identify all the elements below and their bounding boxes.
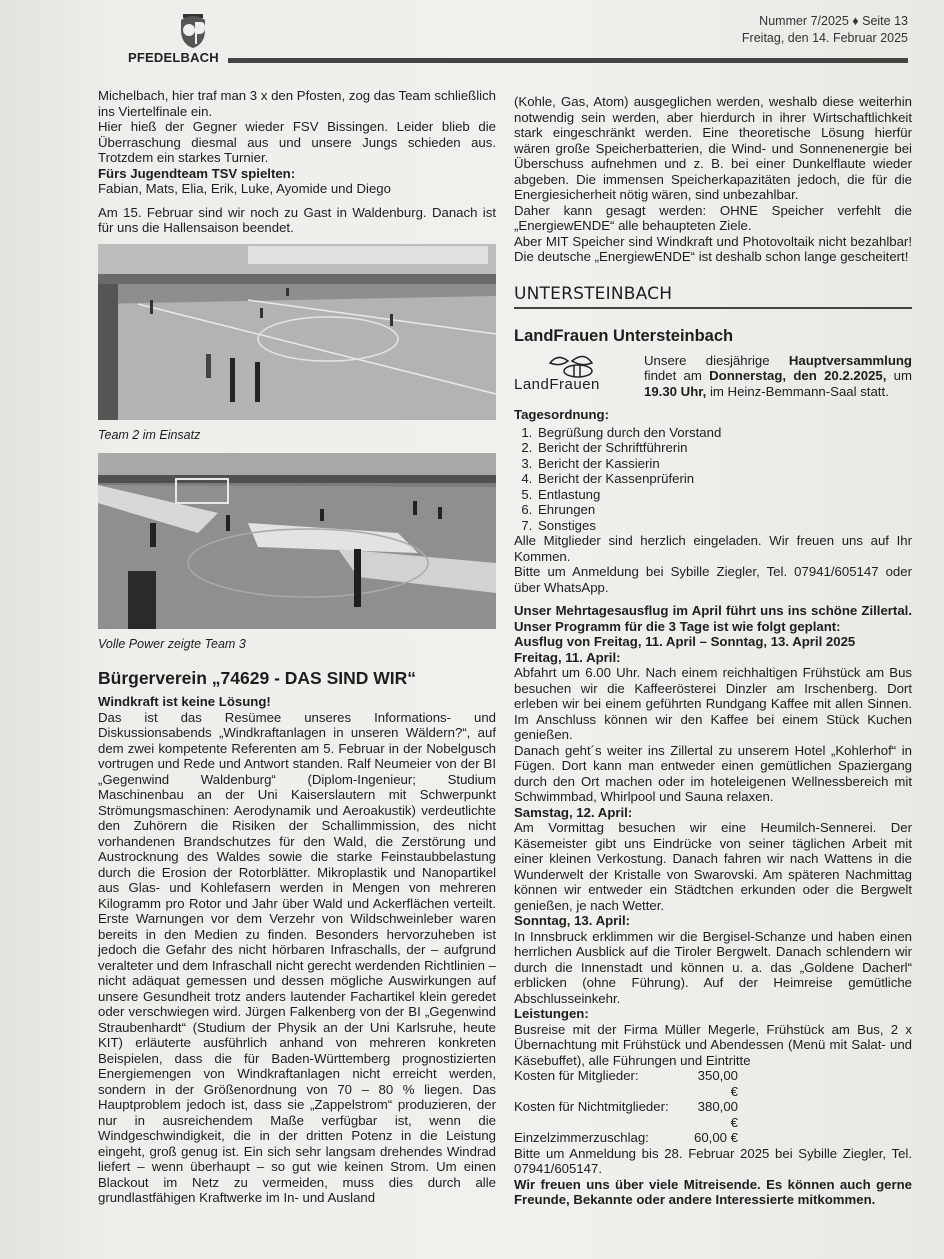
team-heading: Fürs Jugendteam TSV spielten: bbox=[98, 165, 296, 181]
text: 19.30 Uhr, bbox=[644, 383, 707, 399]
agenda-item: 6. Ehrungen bbox=[536, 502, 912, 518]
price-value: 350,00 € bbox=[697, 1068, 738, 1099]
day-heading: Samstag, 12. April: bbox=[514, 804, 633, 820]
price-list bbox=[514, 1068, 912, 1146]
agenda-item: 3. Bericht der Kassierin bbox=[536, 456, 912, 472]
paragraph: Michelbach, hier traf man 3 x den Pfosten, zog das Team schließlich ins Viertelfinale ein. bbox=[98, 88, 496, 119]
closing-note: Wir freuen uns über viele Mitreisende. Es können auch gerne Freunde, Bekannte oder andere Interessierte mitkommen. bbox=[514, 1176, 912, 1207]
trip-intro: Unser Mehrtagesausflug im April führt uns ins schöne Zillertal. Unser Programm für die 3 Tage ist wie folgt geplant: bbox=[514, 603, 912, 634]
logo-text: PFEDELBACH bbox=[128, 50, 219, 65]
day-heading: Sonntag, 13. April: bbox=[514, 913, 631, 928]
page-header bbox=[98, 8, 908, 68]
paragraph: Am 15. Februar sind wir noch zu Gast in Waldenburg. Danach ist für uns die Hallensaison beendet. bbox=[98, 204, 496, 235]
price-row bbox=[514, 1130, 912, 1146]
photo-team-3 bbox=[98, 453, 496, 629]
paragraph: Bitte um Anmeldung bis 28. Februar 2025 bei Sybille Ziegler, Tel. 07941/605147. bbox=[514, 1145, 912, 1176]
header-rule bbox=[228, 58, 908, 63]
paragraph: Bitte um Anmeldung bei Sybille Ziegler, Tel. 07941/605147 oder über WhatsApp. bbox=[514, 564, 912, 595]
bee-icon bbox=[542, 353, 612, 379]
paragraph: Daher kann gesagt werden: OHNE Speicher verfehlt die „EnergiewENDE“ alle behaupteten Ziele. bbox=[514, 202, 912, 233]
agenda-item: 7. Sonstiges bbox=[536, 518, 912, 534]
photo-caption: Team 2 im Einsatz bbox=[98, 427, 201, 442]
paragraph: Danach geht´s weiter ins Zillertal zu unserem Hotel „Kohlerhof“ in Fügen. Dort kann man entweder einen gemütlichen Spaziergang durch den Ort machen oder im hoteleigenen Wellnessbereich mit Schwimmbad, Whirlpool und Sauna relaxen. bbox=[514, 742, 912, 804]
paragraph: Alle Mitglieder sind herzlich eingeladen. Wir freuen uns auf Ihr Kommen. bbox=[514, 533, 912, 564]
right-column bbox=[514, 94, 912, 1208]
day-heading: Freitag, 11. April: bbox=[514, 649, 621, 665]
pfedelbach-crest-icon bbox=[163, 8, 223, 50]
paragraph: (Kohle, Gas, Atom) ausgeglichen werden, weshalb diese weiterhin notwendig sein werden, aber hierdurch in ihrer Wirtschaftlichkeit stark eingeschränkt werden. Eine theoretische Lösung hierfür wären große Speicherbatterien, die Wind- und Sonnenenergie bei Überschuss aufnehmen und z. B. bei einer Dunkelflaute wieder abgeben. Die immensen Speicherkapazitäten jedoch, die für die Energiesicherheit nötig wären, sind unbezahlbar. bbox=[514, 94, 912, 202]
text: Donnerstag, den 20.2.2025, bbox=[709, 368, 887, 383]
text: Unsere diesjährige bbox=[644, 352, 789, 368]
section-heading: UNTERSTEINBACH bbox=[514, 283, 673, 304]
price-label: Kosten für Mitglieder: bbox=[514, 1068, 639, 1083]
issue-number: Nummer 7/2025 ♦ Seite 13 bbox=[759, 14, 908, 28]
paragraph: Busreise mit der Firma Müller Megerle, Frühstück am Bus, 2 x Übernachtung mit Frühstück und Abendessen (Menü mit Salat- und Käsebuffet), alle Führungen und Eintritte bbox=[514, 1021, 912, 1068]
agenda-item: 2. Bericht der Schriftführerin bbox=[536, 440, 912, 456]
article-subtitle: Windkraft ist keine Lösung! bbox=[98, 694, 271, 709]
issue-date: Freitag, den 14. Februar 2025 bbox=[741, 31, 908, 45]
services-heading: Leistungen: bbox=[514, 1006, 589, 1021]
left-column bbox=[98, 88, 496, 1206]
paragraph: Aber MIT Speicher sind Windkraft und Photovoltaik nicht bezahlbar! Die deutsche „EnergiewENDE“ ist deshalb schon lange gescheitert! bbox=[514, 233, 912, 264]
article-body: Das ist das Resümee unseres Informations- und Diskussionsabends „Windkraftanlagen in unseren Wäldern?“, auf dem zwei kompetente Referenten am 5. Februar in der Nobelgusch vortrugen und Rede und Antwort standen. Ralf Neumeier von der BI „Gegenwind Waldenburg“ (Diplom-Ingenieur; Studium Maschinenbau an der Uni Kaiserslautern mit Schwerpunkt Strömungsmaschinen: Aerodynamik und Aeroakustik) verdeutlichte den Zuhörern die Risiken der Schallimmission, des nicht vorhandenen Brandschutzes für den Wald, die Zerstörung und Austrocknung des Waldes sowie die starke Feinstaubbelastung durch die Erosion der Rotorblätter. Mikroplastik und Nanopartikel aus Glas- und Kohlefasern werden in Mengen von mehreren Kilogramm pro Rotor und Jahr über Wald und Ackerflächen verteilt. Erste Warnungen vor dem Verzehr von Wildschweinleber waren bereits in den Medien zu finden. Besonders hervorzuheben ist jedoch die Gefahr des nicht hörbaren Infraschalls, der – aufgrund veralteter und dem Infraschall nicht gerecht werdenden Richtlinien – nicht adäquat gemessen und dessen mögliche Auswirkungen auf unsere Gesundheit trotz anders lautender Fachartikel klein geredet oder verschwiegen wird. Jürgen Falkenberg von der BI „Gegenwind Straubenhardt“ (Studium der Physik an der Uni Karlsruhe, heute KIT) erläuterte ausführlich anhand von mehreren konkreten Beispielen, dass die für Baden-Württemberg prognostizierten Energiemengen von Windkraftanlagen nicht erreicht werden, sondern in der Größenordnung von 70 – 80 % liegen. Das Hauptproblem jedoch ist, dass sie „Zappelstrom“ produzieren, der nur in ausreichendem Maße verfügbar ist, wenn die Windgeschwindigkeit, die in der dritten Potenz in die Leistung eingeht, groß genug ist. Ein sich sehr langsam drehendes Windrad liefert – wenn überhaupt – so gut wie keinen Strom. Um einen Blackout im Netz zu vermeiden, muss dies durch alle grundlastfähigen Kraftwerke im In- und Ausland bbox=[98, 709, 496, 1205]
landfrauen-logo bbox=[514, 353, 644, 399]
trip-dates: Ausflug von Freitag, 11. April – Sonntag, 13. April 2025 bbox=[514, 634, 856, 649]
text: findet am bbox=[644, 368, 710, 383]
price-row bbox=[514, 1068, 912, 1099]
article-title: LandFrauen Untersteinbach bbox=[514, 327, 734, 345]
photo-caption: Volle Power zeigte Team 3 bbox=[98, 637, 246, 651]
paragraph: In Innsbruck erklimmen wir die Bergisel-Schanze und haben einen herrlichen Ausblick auf die Tiroler Bergwelt. Danach schlendern wir durch die Innenstadt und können u. a. das „Goldene Dacherl“ erblicken (ohne Führung). Auf der Heimreise gemütliche Abschlusseinkehr. bbox=[514, 928, 912, 1006]
text: Hauptversammlung bbox=[788, 352, 912, 368]
paragraph: Abfahrt um 6.00 Uhr. Nach einem reichhaltigen Frühstück am Bus besuchen wir die Kaffeerösterei Dinzler am Irschenberg. Dort erleben wir bei einem geführten Rundgang Kaffee mit allen Sinnen. Im Anschluss können wir den Kaffee bei einem Stück Kuchen genießen. bbox=[514, 665, 912, 742]
section-rule bbox=[514, 307, 912, 309]
photo-team-2 bbox=[98, 244, 496, 420]
municipal-logo bbox=[128, 8, 228, 68]
agenda-list bbox=[514, 425, 912, 534]
agenda-heading: Tagesordnung: bbox=[514, 407, 609, 422]
landfrauen-intro bbox=[514, 353, 912, 400]
text: um bbox=[886, 368, 912, 383]
agenda-item: 4. Bericht der Kassenprüferin bbox=[536, 471, 912, 487]
landfrauen-logo-text: LandFrauen bbox=[514, 375, 600, 393]
price-label: Einzelzimmerzuschlag: bbox=[514, 1130, 649, 1145]
agenda-item: 1. Begrüßung durch den Vorstand bbox=[536, 425, 912, 441]
price-value: 380,00 € bbox=[697, 1099, 738, 1130]
header-issue-info bbox=[742, 13, 908, 47]
price-value: 60,00 € bbox=[694, 1130, 738, 1145]
agenda-item: 5. Entlastung bbox=[536, 487, 912, 503]
paragraph: Am Vormittag besuchen wir eine Heumilch-Sennerei. Der Käsemeister gibt uns Eindrücke von seiner täglichen Arbeit mit einer kleinen Verkostung. Danach fahren wir nach Wattens in die Wunderwelt der Kristalle von Swarovski. Am späteren Nachmittag können wir entweder ein Städtchen erkunden oder die Bergwelt genießen, je nach Wetter. bbox=[514, 820, 912, 913]
article-title: Bürgerverein „74629 - DAS SIND WIR“ bbox=[98, 667, 417, 688]
meeting-announcement bbox=[644, 353, 912, 400]
price-label: Kosten für Nichtmitglieder: bbox=[514, 1099, 669, 1114]
price-row bbox=[514, 1099, 912, 1130]
text: im Heinz-Bemmann-Saal statt. bbox=[706, 383, 889, 399]
team-players: Fabian, Mats, Elia, Erik, Luke, Ayomide und Diego bbox=[98, 181, 391, 196]
paragraph: Hier hieß der Gegner wieder FSV Bissingen. Leider blieb die Überraschung diesmal aus und unsere Jungs schieden aus. Trotzdem ein starkes Turnier. bbox=[98, 119, 496, 165]
